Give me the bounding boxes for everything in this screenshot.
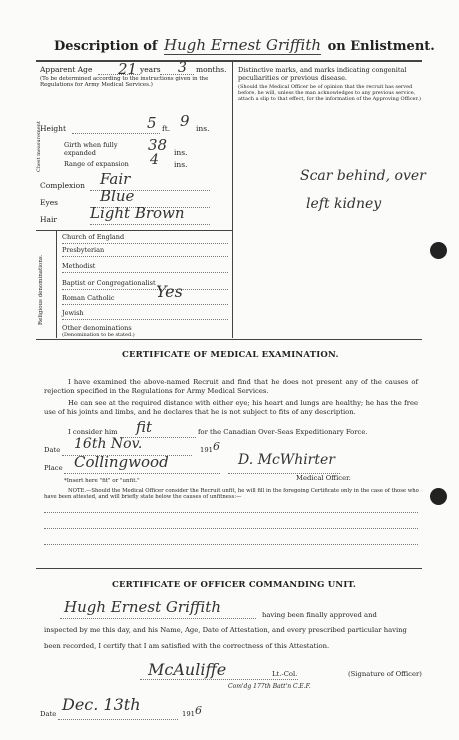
medical-certificate-heading: CERTIFICATE OF MEDICAL EXAMINATION.: [122, 350, 339, 360]
girth-value: 38: [148, 136, 168, 154]
complexion-label: Complexion: [40, 181, 85, 190]
distinctive-marks-heading: Distinctive marks, and marks indicating congenital peculiarities or previous disease.: [238, 66, 407, 82]
medical-year-value: 6: [213, 440, 220, 453]
age-years-value: 21: [118, 60, 138, 78]
commanding-date-line: [58, 719, 178, 720]
consider-suffix: for the Canadian Over-Seas Expeditionary Force.: [198, 428, 368, 436]
girth-label: Girth when fully expanded: [64, 141, 118, 157]
commanding-signature-line: [140, 679, 298, 680]
commanding-year-prefix: 191: [182, 710, 195, 718]
religion-line-4: [62, 304, 228, 305]
hair-line: [90, 224, 210, 225]
religion-methodist: Methodist: [62, 262, 96, 270]
distinctive-marks-line1: Scar behind, over: [300, 168, 426, 184]
unfitness-line-1: [44, 512, 418, 513]
consider-value: fit: [136, 418, 153, 436]
commanding-certificate-heading: CERTIFICATE OF OFFICER COMMANDING UNIT.: [112, 580, 357, 590]
punch-hole-icon: [430, 242, 447, 259]
eyes-value: Blue: [100, 187, 135, 205]
distinctive-marks-note: (Should the Medical Officer be of opinion that the recruit has served before, he will, unless the man acknowledges to any previous service, attach a slip to that effect, for the information of the Approving Officer.): [238, 84, 421, 102]
hair-label: Hair: [40, 215, 57, 224]
religion-line-1: [62, 256, 228, 257]
apparent-age-note: (To be determined according to the instructions given in the Regulations for Army Medical Services.): [40, 76, 209, 88]
girth-unit: ins.: [174, 148, 188, 157]
height-feet-value: 5: [147, 114, 157, 132]
commanding-text-1: having been finally approved and: [262, 611, 377, 619]
medical-place-value: Collingwood: [74, 453, 169, 471]
height-label: Height: [40, 124, 67, 133]
commanding-date-value: Dec. 13th: [62, 695, 141, 714]
chest-side-label: Chest measurement: [36, 121, 42, 172]
religion-church-of-england: Church of England: [62, 233, 125, 241]
ft-label: ft.: [162, 124, 171, 133]
medical-year-prefix: 191: [200, 446, 213, 454]
medical-place-line: [64, 473, 220, 474]
commanding-signature-label: (Signature of Officer): [348, 670, 422, 678]
religion-side-rule: [56, 230, 57, 338]
unfitness-line-3: [44, 544, 418, 545]
insert-note: *Insert here "fit" or "unfit.": [64, 478, 140, 484]
height-inches-value: 9: [180, 112, 190, 130]
distinctive-marks-line2: left kidney: [306, 196, 382, 212]
upper-section-bottom-rule: [36, 339, 422, 340]
religion-roman-catholic: Roman Catholic: [62, 294, 115, 302]
hair-value: Light Brown: [90, 204, 185, 222]
ins-label: ins.: [196, 124, 210, 133]
years-label: years: [140, 65, 161, 74]
age-line: [98, 74, 140, 75]
range-label: Range of expansion: [64, 160, 129, 168]
months-label: months.: [196, 65, 227, 74]
commanding-text-2: inspected by me this day, and his Name, Age, Date of Attestation, and every prescribed particular having: [44, 626, 407, 634]
apparent-age-label: Apparent Age: [40, 65, 93, 74]
commanding-recruit-name: Hugh Ernest Griffith: [64, 598, 221, 616]
medical-date-value: 16th Nov.: [74, 436, 143, 452]
medical-officer-label: Medical Officer.: [296, 474, 351, 482]
commanding-stamp: Com'dg 177th Batt'n C.E.F.: [228, 683, 311, 690]
top-rule: [36, 60, 422, 62]
range-value: 4: [150, 152, 159, 168]
eyes-label: Eyes: [40, 198, 58, 207]
commanding-date-label: Date: [40, 710, 57, 718]
commanding-year-value: 6: [195, 704, 202, 717]
title-prefix: Description of: [54, 39, 158, 54]
unfitness-line-2: [44, 528, 418, 529]
medical-para-2: He can see at the required distance with either eye; his heart and lungs are healthy; he has the free use of his joints and limbs, and he declares that he is not subject to fits of any description.: [44, 399, 418, 416]
religion-top-rule: [36, 230, 232, 231]
commanding-name-line: [60, 618, 256, 619]
religion-line-2: [62, 272, 228, 273]
column-divider: [232, 62, 233, 338]
commanding-text-3: been recorded, I certify that I am satisfied with the correctness of this Attestation.: [44, 642, 330, 650]
religion-presbyterian: Presbyterian: [62, 246, 105, 254]
religion-baptist: Baptist or Congregationalist: [62, 279, 156, 287]
height-line: [72, 133, 160, 134]
consider-prefix: I consider him: [68, 428, 118, 436]
religion-line-0: [62, 243, 228, 244]
middle-section-bottom-rule: [36, 568, 422, 569]
medical-date-label: Date: [44, 446, 61, 454]
range-unit: ins.: [174, 160, 188, 169]
form-title: [54, 36, 435, 55]
religion-side-label: Religious denominations.: [38, 254, 44, 326]
religion-other-note: (Denomination to be stated.): [62, 332, 135, 338]
age-months-value: 3: [178, 60, 187, 76]
medical-place-label: Place: [44, 464, 63, 472]
complexion-value: Fair: [100, 170, 131, 188]
religion-line-5: [62, 319, 228, 320]
punch-hole-icon: [430, 488, 447, 505]
religion-other-label: Other denominations: [62, 324, 132, 332]
title-suffix: on Enlistment.: [327, 39, 435, 54]
recruit-name: Hugh Ernest Griffith: [164, 36, 322, 54]
medical-para-1: I have examined the above-named Recruit and find that he does not present any of the causes of rejection specified in the Regulations for Army Medical Services.: [44, 378, 418, 395]
medical-note: NOTE.—Should the Medical Officer consider the Recruit unfit, he will fill in the foregoing Certificate only in the case of those who have been attested, and will briefly state below the causes of unfitness:—: [44, 488, 419, 500]
commanding-rank: Lt.-Col.: [272, 670, 298, 678]
commanding-officer-signature: McAuliffe: [148, 660, 227, 679]
religion-roman-catholic-value: Yes: [156, 282, 183, 301]
religion-jewish: Jewish: [62, 309, 84, 317]
months-line: [160, 74, 194, 75]
medical-officer-signature: D. McWhirter: [238, 452, 335, 468]
religion-line-3: [62, 289, 228, 290]
